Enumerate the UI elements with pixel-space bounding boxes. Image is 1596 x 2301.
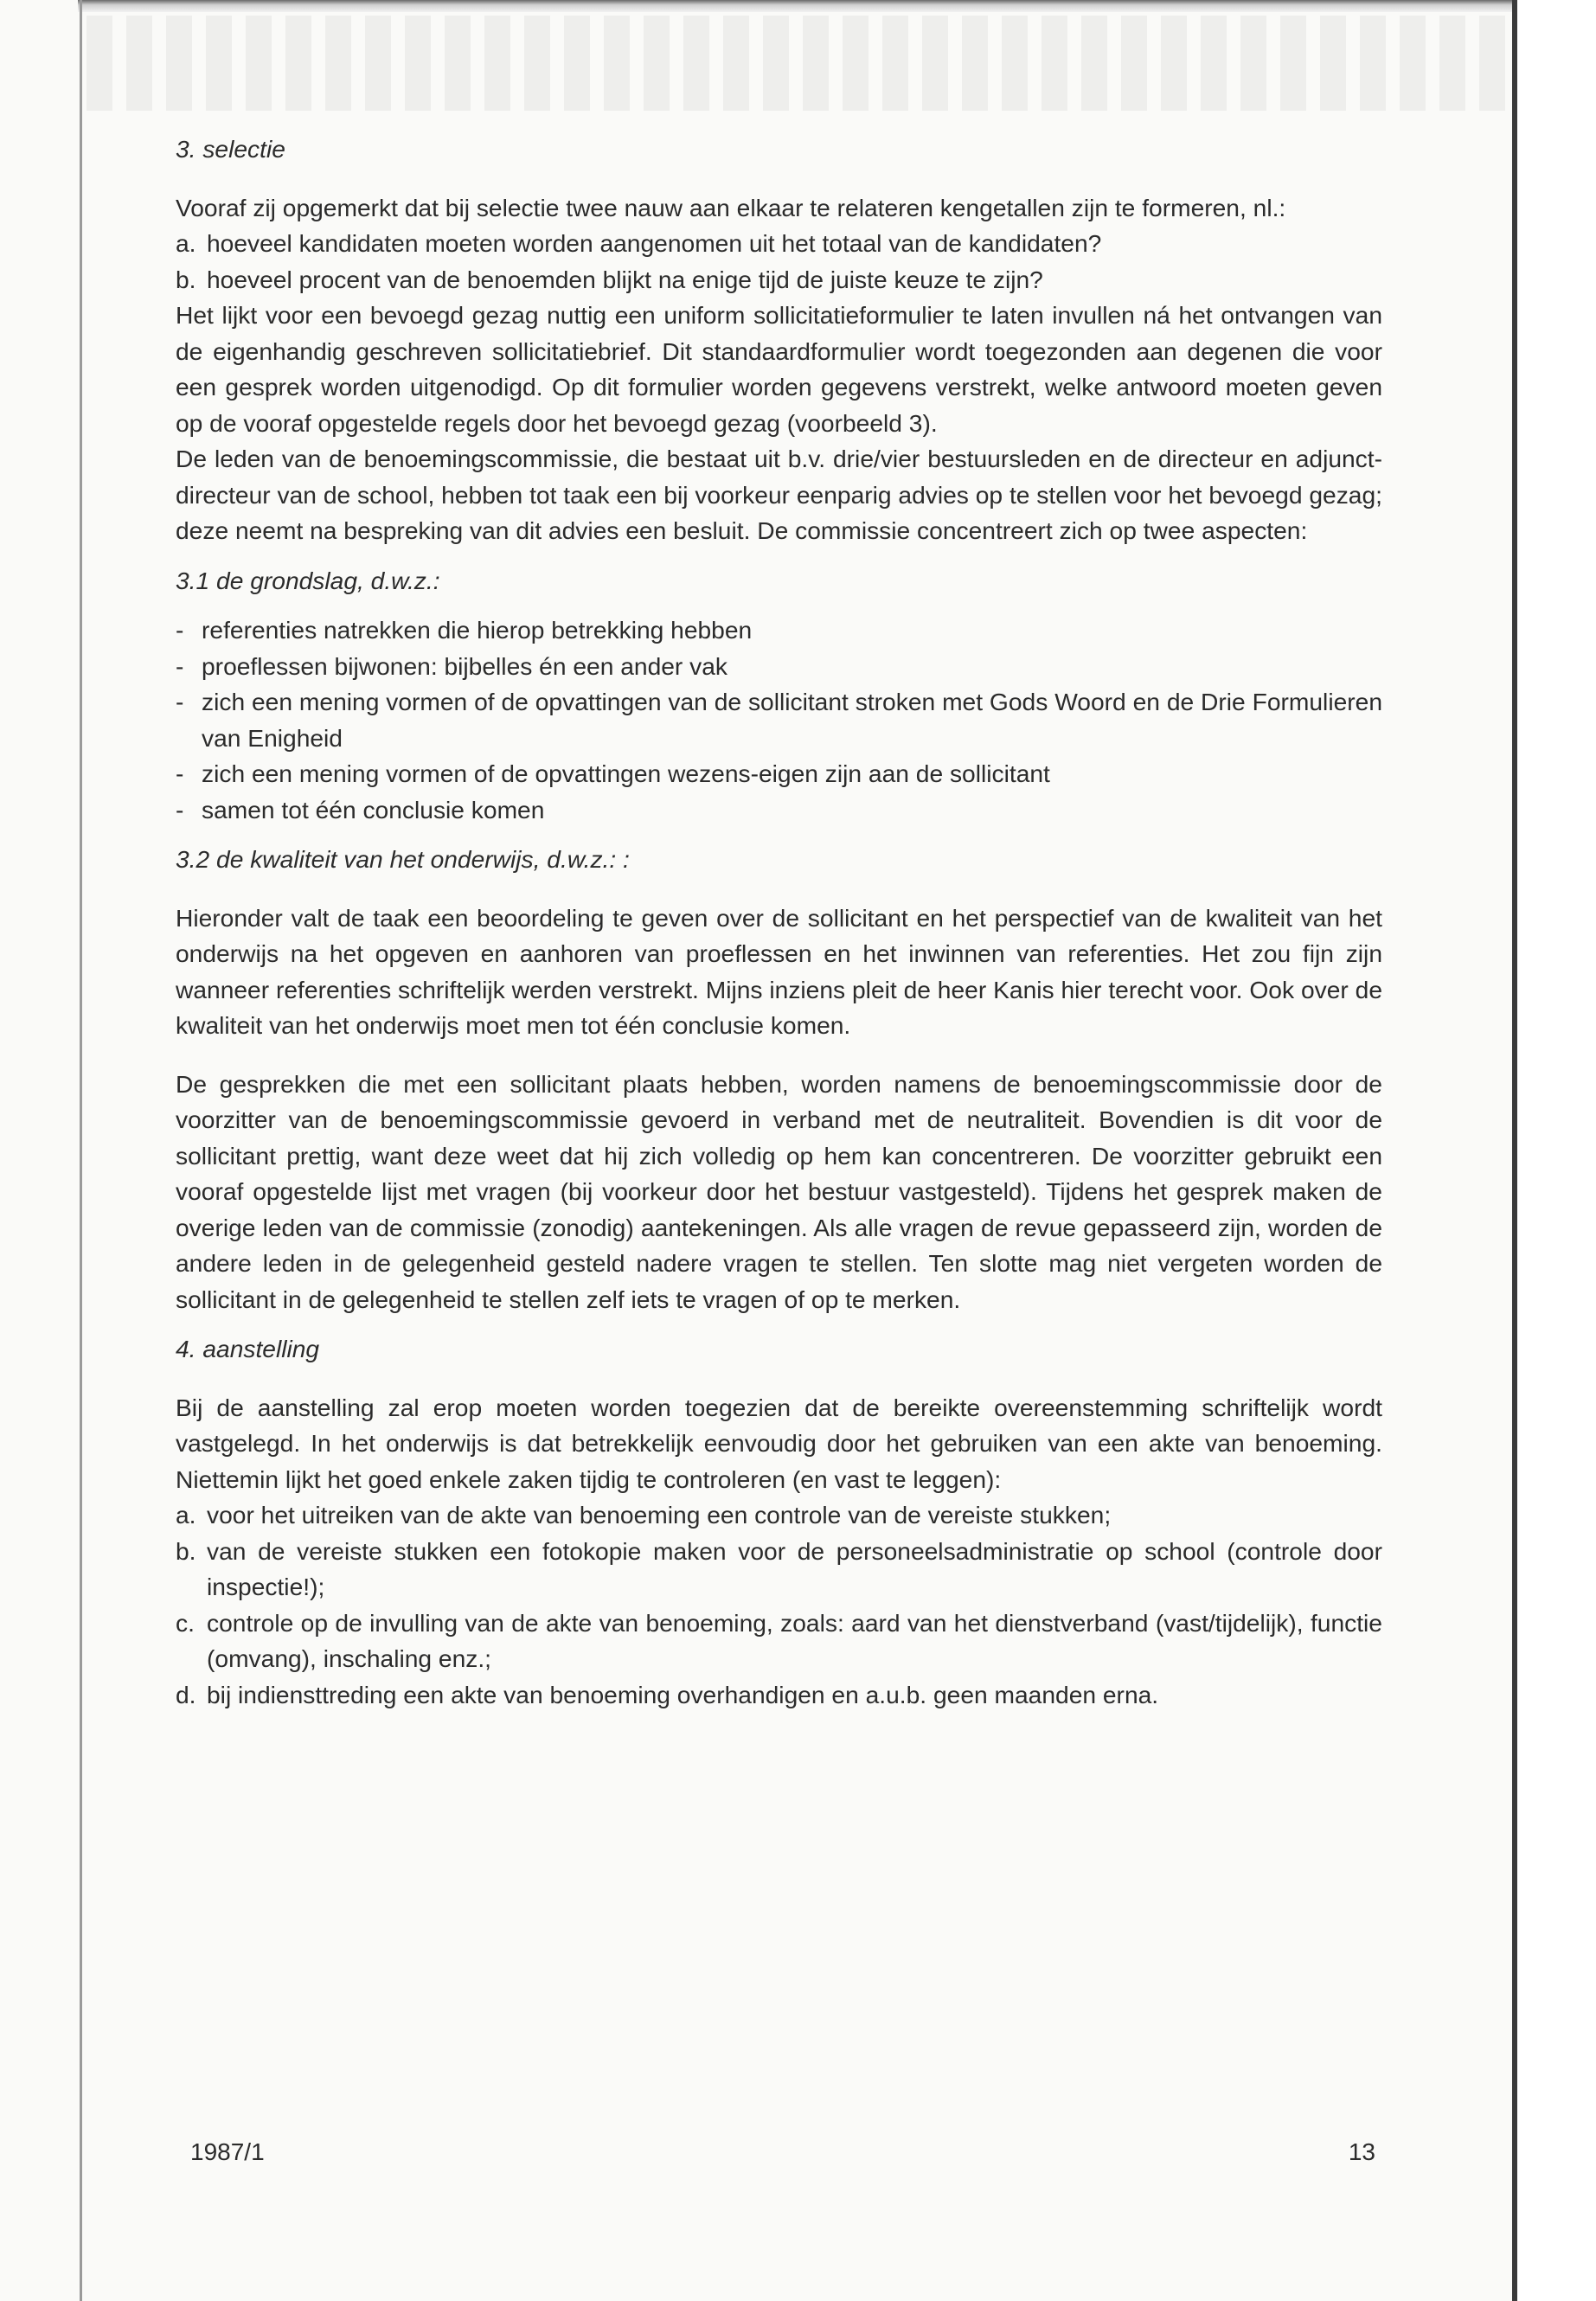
list-text: referenties natrekken die hierop betrekking hebben — [202, 616, 753, 644]
list-item — [176, 226, 1382, 262]
list-marker: a. — [176, 229, 196, 257]
scan-margin-right — [1517, 0, 1596, 2301]
list-text: hoeveel kandidaten moeten worden aangenomen uit het totaal van de kandidaten? — [207, 229, 1102, 257]
section-3-paragraph-1: Het lijkt voor een bevoegd gezag nuttig een uniform sollicitatieformulier te laten invullen ná het ontvangen van de eigenhandig geschreven sollicitatiebrief. Dit standaardformulier wordt toegezonden aan degenen die voor een gesprek worden uitgenodigd. Op dit formulier worden gegevens verstrekt, welke antwoord moeten geven op de vooraf opgestelde regels door het bevoegd gezag (voorbeeld 3). — [176, 301, 1382, 437]
section-3-2-paragraph-1: Hieronder valt de taak een beoordeling te geven over de sollicitant en het perspectief van de kwaliteit van het onderwijs na het opgeven en aanhoren van proeflessen en het inwinnen van referenties. Het zou fijn zijn wanneer referenties schriftelijk werden verstrekt. Mijns inziens pleit de heer Kanis hier terecht voor. Ook over de kwaliteit van het onderwijs moet men tot één conclusie komen. — [176, 903, 1382, 1039]
section-4-paragraph-1: Bij de aanstelling zal erop moeten worden toegezien dat de bereikte overeenstemming schriftelijk wordt vastgelegd. In het onderwijs is dat betrekkelijk eenvoudig door het gebruiken van een akte van benoeming. Niettemin lijkt het goed enkele zaken tijdig te controleren (en vast te leggen): — [176, 1393, 1382, 1493]
dash-marker: - — [176, 616, 184, 644]
list-marker: a. — [176, 1501, 196, 1529]
document-page — [176, 131, 1382, 1713]
scan-edge-left — [80, 0, 82, 2301]
section-3-heading: 3. selectie — [176, 135, 285, 163]
scan-edge-top — [78, 0, 1566, 12]
list-text: zich een mening vormen of de opvattingen wezens-eigen zijn aan de sollicitant — [202, 760, 1050, 787]
list-item — [176, 262, 1382, 298]
section-3-intro: Vooraf zij opgemerkt dat bij selectie twee nauw aan elkaar te relateren kengetallen zijn te formeren, nl.: — [176, 193, 1286, 221]
list-item — [176, 649, 1382, 685]
section-3-list — [176, 226, 1382, 298]
section-3-1-heading: 3.1 de grondslag, d.w.z.: — [176, 566, 440, 594]
section-4-list — [176, 1497, 1382, 1713]
list-marker: c. — [176, 1608, 195, 1637]
list-item — [176, 756, 1382, 792]
list-text: controle op de invulling van de akte van benoeming, zoals: aard van het dienstverband (vast/tijdelijk), functie (omvang), inschaling enz.; — [207, 1608, 1382, 1672]
page-number: 13 — [1348, 2138, 1375, 2165]
list-item — [176, 612, 1382, 649]
list-item — [176, 1497, 1382, 1534]
list-item — [176, 1534, 1382, 1606]
list-text: proeflessen bijwonen: bijbelles én een ander vak — [202, 651, 727, 680]
list-text: van de vereiste stukken een fotokopie maken voor de personeelsadministratie op school (controle door inspectie!); — [207, 1536, 1382, 1600]
list-text: bij indiensttreding een akte van benoeming overhandigen en a.u.b. geen maanden erna. — [207, 1680, 1159, 1708]
dash-marker: - — [176, 688, 184, 715]
issue-label: 1987/1 — [190, 2138, 265, 2165]
section-4-heading: 4. aanstelling — [176, 1335, 320, 1362]
section-3-1-list — [176, 612, 1382, 828]
list-item — [176, 1677, 1382, 1714]
list-item — [176, 684, 1382, 756]
list-marker: b. — [176, 265, 196, 293]
section-3-2-paragraph-2: De gesprekken die met een sollicitant plaats hebben, worden namens de benoemingscommissie door de voorzitter van de benoemingscommissie gevoerd in verband met de neutraliteit. Bovendien is dit voor de sollicitant prettig, want deze weet dat hij zich volledig op hem kan concentreren. De voorzitter gebruikt een vooraf opgestelde lijst met vragen (bij voorkeur door het bestuur vastgesteld). Tijdens het gesprek maken de overige leden van de commissie (zonodig) aantekeningen. Als alle vragen de revue gepasseerd zijn, worden de andere leden in de gelegenheid gesteld nadere vragen te stellen. Ten slotte mag niet vergeten worden de sollicitant in de gelegenheid te stellen zelf iets te vragen of op te merken. — [176, 1069, 1382, 1313]
list-item — [176, 792, 1382, 829]
list-text: zich een mening vormen of de opvattingen van de sollicitant stroken met Gods Woord en de Drie Formulieren van Enigheid — [202, 688, 1382, 752]
dash-marker: - — [176, 651, 184, 680]
section-3-2-heading: 3.2 de kwaliteit van het onderwijs, d.w.z.: : — [176, 845, 630, 873]
list-item — [176, 1606, 1382, 1677]
list-marker: b. — [176, 1536, 196, 1565]
page-footer — [190, 2138, 1375, 2166]
list-text: hoeveel procent van de benoemden blijkt na enige tijd de juiste keuze te zijn? — [207, 265, 1043, 293]
bleed-through-shadow — [87, 16, 1505, 111]
list-text: samen tot één conclusie komen — [202, 795, 545, 824]
list-marker: d. — [176, 1680, 196, 1708]
dash-marker: - — [176, 760, 184, 787]
section-3-paragraph-2: De leden van de benoemingscommissie, die bestaat uit b.v. drie/vier bestuursleden en de directeur en adjunct-directeur van de school, hebben tot taak een bij voorkeur eenparig advies op te stellen voor het bevoegd gezag; deze neemt na bespreking van dit advies een besluit. De commissie concentreert zich op twee aspecten: — [176, 445, 1382, 544]
list-text: voor het uitreiken van de akte van benoeming een controle van de vereiste stukken; — [207, 1501, 1112, 1529]
dash-marker: - — [176, 795, 184, 824]
